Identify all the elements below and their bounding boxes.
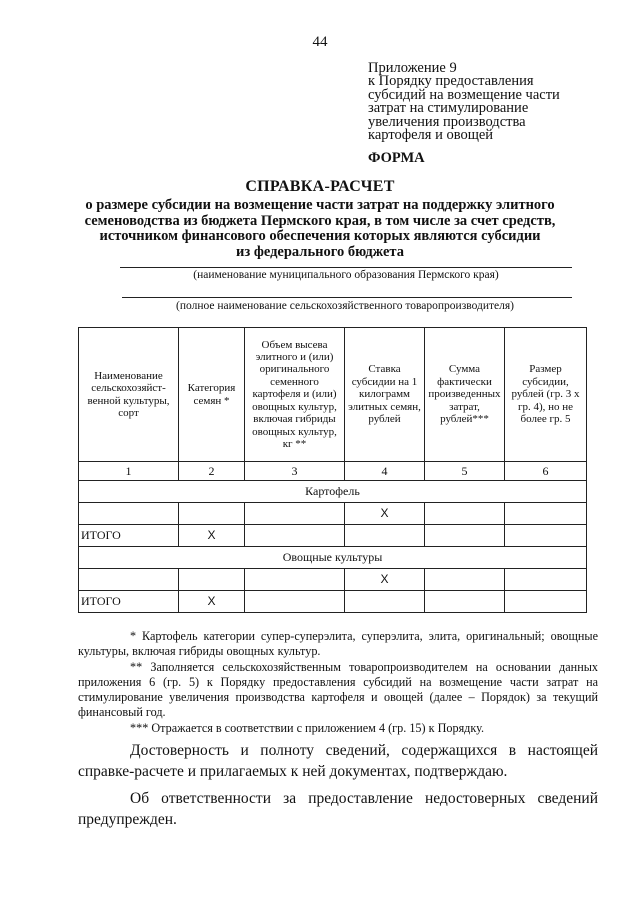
cell-sowing-volume[interactable] — [245, 525, 345, 547]
appendix-line: картофеля и овощей — [368, 127, 494, 144]
footnotes — [78, 629, 598, 736]
municipality-caption: (наименование муниципального образования Пермского края) — [193, 269, 499, 281]
calculation-table — [78, 327, 587, 613]
cell-actual-costs[interactable] — [425, 591, 505, 613]
cell-actual-costs[interactable] — [425, 569, 505, 591]
certification-block — [78, 741, 598, 837]
appendix-line: увеличения производства — [368, 113, 526, 130]
cell-crop-name[interactable] — [79, 503, 179, 525]
column-number: 4 — [345, 462, 425, 481]
cell-actual-costs[interactable] — [425, 503, 505, 525]
table-row — [79, 569, 587, 591]
cell-seed-category: X — [179, 525, 245, 547]
header-actual-costs: Сумма фактически произведенных затрат, рублей*** — [425, 328, 505, 462]
cell-subsidy-rate[interactable] — [345, 525, 425, 547]
certification-accuracy: Достоверность и полноту сведений, содержащихся в настоящей справке-расчете и прилагаемых к ней документах, подтверждаю. — [78, 742, 598, 780]
page-number: 44 — [312, 34, 328, 50]
cell-seed-category[interactable] — [179, 503, 245, 525]
appendix-reference — [368, 62, 560, 142]
table-header-row — [79, 328, 587, 462]
appendix-line: субсидий на возмещение части — [368, 86, 560, 103]
subtitle-line: о размере субсидии на возмещение части затрат на поддержку элитного — [85, 197, 555, 213]
producer-caption: (полное наименование сельскохозяйственного товаропроизводителя) — [176, 300, 514, 312]
section-title: Овощные культуры — [79, 547, 587, 569]
cell-subsidy-amount[interactable] — [505, 503, 587, 525]
certification-responsibility: Об ответственности за предоставление недостоверных сведений предупрежден. — [78, 790, 598, 828]
cell-subsidy-amount[interactable] — [505, 525, 587, 547]
form-label: ФОРМА — [368, 150, 425, 166]
column-number-row — [79, 462, 587, 481]
cell-seed-category: X — [179, 591, 245, 613]
document-title: СПРАВКА-РАСЧЕТ — [245, 178, 395, 195]
column-number: 6 — [505, 462, 587, 481]
section-title: Картофель — [79, 481, 587, 503]
header-seed-category: Категория семян * — [179, 328, 245, 462]
total-label: ИТОГО — [79, 591, 179, 613]
column-number: 3 — [245, 462, 345, 481]
cell-actual-costs[interactable] — [425, 525, 505, 547]
appendix-line: затрат на стимулирование — [368, 100, 529, 117]
producer-fill-line[interactable] — [122, 297, 572, 298]
cell-subsidy-rate: X — [345, 503, 425, 525]
column-number: 2 — [179, 462, 245, 481]
cell-crop-name[interactable] — [79, 569, 179, 591]
cell-seed-category[interactable] — [179, 569, 245, 591]
appendix-line: Приложение 9 — [368, 60, 457, 76]
section-row-potato — [79, 481, 587, 503]
subtitle-line: семеноводства из бюджета Пермского края, в том числе за счет средств, — [84, 212, 556, 229]
header-sowing-volume: Объем высева элитного и (или) оригинального семенного картофеля и (или) овощных культур, включая гибриды овощных культур, кг ** — [245, 328, 345, 462]
total-row — [79, 525, 587, 547]
column-number: 1 — [79, 462, 179, 481]
cell-sowing-volume[interactable] — [245, 591, 345, 613]
cell-sowing-volume[interactable] — [245, 569, 345, 591]
cell-sowing-volume[interactable] — [245, 503, 345, 525]
table-row — [79, 503, 587, 525]
cell-subsidy-rate: X — [345, 569, 425, 591]
appendix-line: к Порядку предоставления — [368, 73, 534, 90]
header-subsidy-rate: Ставка субсидии на 1 килограмм элитных семян, рублей — [345, 328, 425, 462]
subtitle-line: из федерального бюджета — [236, 243, 404, 260]
document-subtitle — [40, 198, 600, 260]
column-number: 5 — [425, 462, 505, 481]
footnote-actual-costs: *** Отражается в соответствии с приложением 4 (гр. 15) к Порядку. — [130, 720, 485, 735]
total-label: ИТОГО — [79, 525, 179, 547]
section-row-vegetables — [79, 547, 587, 569]
subtitle-line: источником финансового обеспечения которых являются субсидии — [99, 228, 541, 244]
header-crop-name: Наименование сельскохозяйст-венной культуры, сорт — [79, 328, 179, 462]
municipality-fill-line[interactable] — [120, 267, 572, 268]
cell-subsidy-amount[interactable] — [505, 569, 587, 591]
cell-subsidy-rate[interactable] — [345, 591, 425, 613]
footnote-seed-category: * Картофель категории супер-суперэлита, суперэлита, элита, оригинальный; овощные культуры, включая гибриды овощных культур. — [78, 629, 598, 659]
cell-subsidy-amount[interactable] — [505, 591, 587, 613]
total-row — [79, 591, 587, 613]
header-subsidy-amount: Размер субсидии, рублей (гр. 3 x гр. 4), но не более гр. 5 — [505, 328, 587, 462]
footnote-sowing-volume: ** Заполняется сельскохозяйственным товаропроизводителем на основании данных приложения 6 (гр. 5) к Порядку предоставления субсидий на возмещение части затрат на стимулирование увеличения производства картофеля и овощей (далее – Порядок) за текущий финансовый год. — [78, 659, 598, 720]
